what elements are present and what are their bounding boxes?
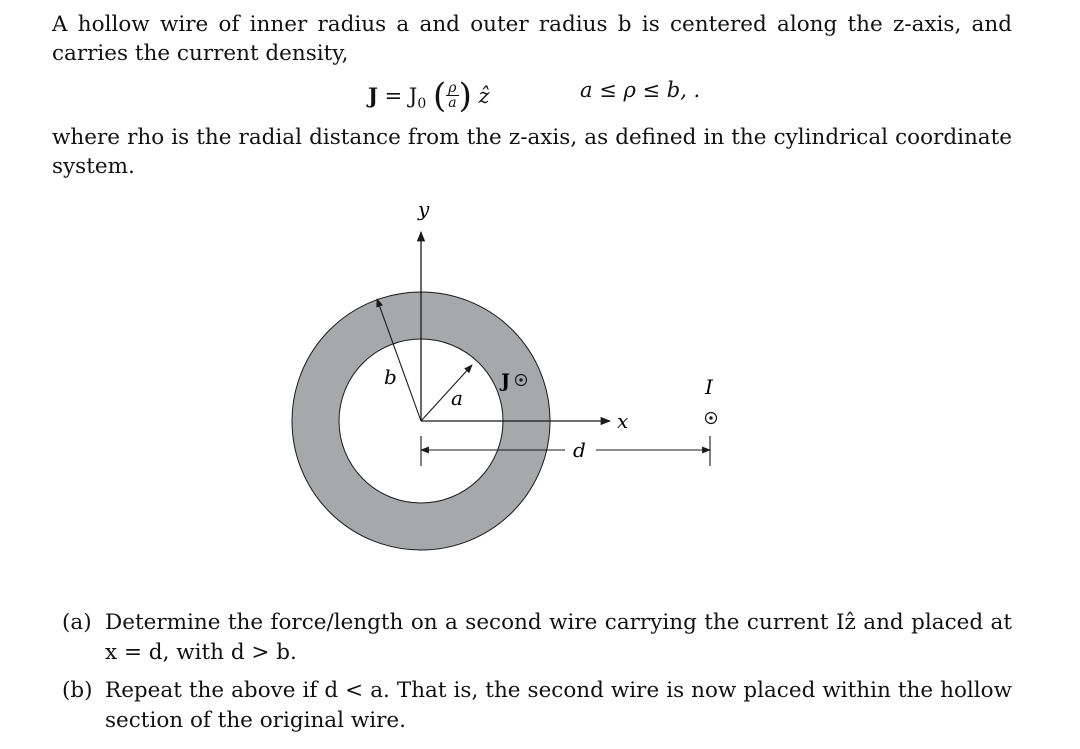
- d-label: d: [573, 438, 586, 462]
- y-axis-label: y: [418, 197, 430, 221]
- rho-over-a-fraction: $\frac{\rho}{a}$: [448, 80, 457, 111]
- equation-rhs: = $J_0$: [384, 84, 427, 113]
- part-b: [62, 676, 1012, 736]
- x-axis-label: x: [617, 409, 629, 433]
- b-label: b: [384, 365, 397, 389]
- a-label: a: [451, 386, 463, 410]
- rho-definition-paragraph: where rho is the radial distance from the z-axis, as defined in the cylindrical coordinate system.: [52, 125, 1012, 179]
- J-label: J: [501, 370, 510, 392]
- I-label: I: [705, 375, 713, 399]
- z-hat-symbol: ẑ: [478, 84, 490, 108]
- left-paren: (: [432, 76, 447, 116]
- part-b-text: Repeat the above if d < a. That is, the second wire is now placed within the hollow section of the original wire.: [105, 678, 1012, 733]
- radius-a-arrow: [421, 365, 472, 421]
- radius-range: a ≤ ρ ≤ b, .: [580, 78, 701, 102]
- part-a-text: Determine the force/length on a second wire carrying the current Iẑ and placed at x = d, with d > b.: [105, 610, 1012, 665]
- part-b-label: (b): [62, 678, 93, 703]
- J-vector-symbol: J: [368, 83, 378, 108]
- J-out-of-page-dot: [519, 378, 522, 381]
- intro-paragraph: A hollow wire of inner radius a and outer radius b is centered along the z-axis, and carries the current density,: [52, 12, 1012, 66]
- right-paren: ): [458, 76, 472, 116]
- I-out-of-page-dot: [709, 416, 712, 419]
- part-a: [62, 608, 1012, 668]
- part-a-label: (a): [62, 610, 92, 635]
